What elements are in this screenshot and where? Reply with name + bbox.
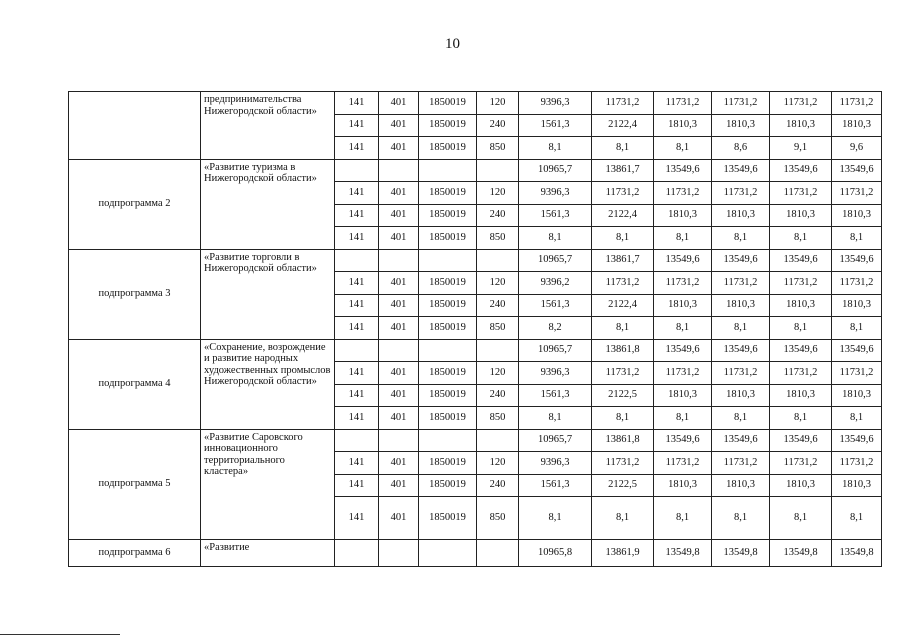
value-cell: 1810,3 — [770, 384, 832, 407]
code-cell: 401 — [379, 227, 419, 250]
value-cell: 13861,8 — [592, 429, 654, 452]
value-cell: 13549,8 — [712, 540, 770, 567]
code-cell — [335, 540, 379, 567]
code-cell — [379, 249, 419, 272]
value-cell: 8,1 — [654, 497, 712, 540]
value-cell: 8,1 — [770, 497, 832, 540]
program-cell: подпрограмма 5 — [69, 429, 201, 540]
code-cell: 1850019 — [419, 272, 477, 295]
value-cell: 11731,2 — [712, 452, 770, 475]
value-cell: 11731,2 — [654, 272, 712, 295]
code-cell: 120 — [477, 452, 519, 475]
code-cell — [477, 249, 519, 272]
value-cell: 1561,3 — [519, 114, 592, 137]
code-cell: 1850019 — [419, 384, 477, 407]
code-cell: 141 — [335, 272, 379, 295]
value-cell: 1810,3 — [654, 204, 712, 227]
value-cell: 1810,3 — [832, 294, 882, 317]
value-cell: 2122,4 — [592, 204, 654, 227]
value-cell: 8,1 — [832, 227, 882, 250]
value-cell: 13861,7 — [592, 159, 654, 182]
value-cell: 8,1 — [832, 317, 882, 340]
program-cell — [69, 92, 201, 160]
value-cell: 13549,6 — [654, 249, 712, 272]
program-name-cell: «Сохранение, возрождение и развитие народных художественных промыслов Нижегородской области» — [201, 339, 335, 429]
value-cell: 11731,2 — [832, 182, 882, 205]
code-cell: 120 — [477, 362, 519, 385]
code-cell — [335, 339, 379, 362]
value-cell: 2122,5 — [592, 384, 654, 407]
value-cell: 8,1 — [654, 317, 712, 340]
code-cell — [379, 429, 419, 452]
code-cell: 401 — [379, 452, 419, 475]
value-cell: 11731,2 — [770, 362, 832, 385]
code-cell: 240 — [477, 474, 519, 497]
value-cell: 13861,9 — [592, 540, 654, 567]
code-cell — [419, 429, 477, 452]
code-cell: 401 — [379, 474, 419, 497]
value-cell: 8,1 — [592, 137, 654, 160]
value-cell: 9,6 — [832, 137, 882, 160]
code-cell: 141 — [335, 497, 379, 540]
value-cell: 11731,2 — [712, 362, 770, 385]
code-cell: 1850019 — [419, 452, 477, 475]
code-cell — [477, 339, 519, 362]
code-cell: 120 — [477, 92, 519, 115]
code-cell: 240 — [477, 294, 519, 317]
code-cell: 401 — [379, 294, 419, 317]
value-cell: 9396,3 — [519, 92, 592, 115]
value-cell: 1561,3 — [519, 474, 592, 497]
value-cell: 13549,6 — [832, 429, 882, 452]
table-row — [69, 92, 882, 115]
table-row — [69, 339, 882, 362]
code-cell — [335, 159, 379, 182]
value-cell: 1810,3 — [770, 204, 832, 227]
code-cell: 1850019 — [419, 92, 477, 115]
value-cell: 8,1 — [712, 407, 770, 430]
code-cell: 141 — [335, 474, 379, 497]
code-cell: 401 — [379, 137, 419, 160]
value-cell: 1810,3 — [654, 384, 712, 407]
program-name-cell: «Развитие торговли в Нижегородской области» — [201, 249, 335, 339]
value-cell: 10965,7 — [519, 429, 592, 452]
value-cell: 11731,2 — [770, 92, 832, 115]
code-cell: 240 — [477, 204, 519, 227]
value-cell: 1810,3 — [712, 384, 770, 407]
program-cell: подпрограмма 4 — [69, 339, 201, 429]
value-cell: 13549,6 — [770, 429, 832, 452]
value-cell: 11731,2 — [592, 182, 654, 205]
value-cell: 13861,8 — [592, 339, 654, 362]
value-cell: 11731,2 — [592, 452, 654, 475]
code-cell — [335, 429, 379, 452]
value-cell: 1810,3 — [712, 294, 770, 317]
code-cell — [477, 540, 519, 567]
value-cell: 11731,2 — [712, 182, 770, 205]
value-cell: 13549,6 — [712, 429, 770, 452]
program-name-cell: предпринимательства Нижегородской области» — [201, 92, 335, 160]
value-cell: 11731,2 — [592, 92, 654, 115]
value-cell: 1810,3 — [712, 204, 770, 227]
value-cell: 8,1 — [712, 227, 770, 250]
value-cell: 8,1 — [712, 317, 770, 340]
value-cell: 8,1 — [654, 227, 712, 250]
value-cell: 8,1 — [592, 497, 654, 540]
table-body — [69, 92, 882, 567]
value-cell: 13549,6 — [832, 159, 882, 182]
value-cell: 13549,6 — [832, 339, 882, 362]
code-cell: 401 — [379, 497, 419, 540]
value-cell: 11731,2 — [770, 272, 832, 295]
value-cell: 13549,6 — [832, 249, 882, 272]
code-cell — [379, 159, 419, 182]
value-cell: 8,1 — [592, 317, 654, 340]
value-cell: 13861,7 — [592, 249, 654, 272]
code-cell: 141 — [335, 137, 379, 160]
value-cell: 11731,2 — [770, 452, 832, 475]
value-cell: 11731,2 — [712, 272, 770, 295]
value-cell: 8,6 — [712, 137, 770, 160]
code-cell: 401 — [379, 384, 419, 407]
code-cell — [477, 429, 519, 452]
value-cell: 8,1 — [519, 497, 592, 540]
code-cell — [419, 249, 477, 272]
table-row — [69, 249, 882, 272]
code-cell: 120 — [477, 272, 519, 295]
value-cell: 11731,2 — [832, 92, 882, 115]
value-cell: 1810,3 — [712, 114, 770, 137]
value-cell: 1561,3 — [519, 384, 592, 407]
code-cell: 401 — [379, 407, 419, 430]
value-cell: 1561,3 — [519, 204, 592, 227]
value-cell: 8,1 — [519, 407, 592, 430]
value-cell: 13549,8 — [654, 540, 712, 567]
value-cell: 1810,3 — [832, 204, 882, 227]
value-cell: 9396,2 — [519, 272, 592, 295]
value-cell: 1810,3 — [770, 294, 832, 317]
value-cell: 1810,3 — [654, 114, 712, 137]
value-cell: 13549,6 — [770, 249, 832, 272]
value-cell: 13549,6 — [654, 159, 712, 182]
code-cell — [379, 339, 419, 362]
code-cell: 1850019 — [419, 114, 477, 137]
value-cell: 8,1 — [832, 407, 882, 430]
code-cell — [419, 540, 477, 567]
value-cell: 11731,2 — [654, 182, 712, 205]
program-name-cell: «Развитие Саровского инновационного территориального кластера» — [201, 429, 335, 540]
value-cell: 10965,8 — [519, 540, 592, 567]
value-cell: 2122,4 — [592, 294, 654, 317]
code-cell: 240 — [477, 384, 519, 407]
code-cell: 850 — [477, 497, 519, 540]
value-cell: 1810,3 — [832, 474, 882, 497]
code-cell: 141 — [335, 114, 379, 137]
value-cell: 13549,8 — [770, 540, 832, 567]
value-cell: 8,1 — [832, 497, 882, 540]
code-cell: 401 — [379, 362, 419, 385]
code-cell: 401 — [379, 317, 419, 340]
table-row — [69, 540, 882, 567]
code-cell — [419, 159, 477, 182]
code-cell: 1850019 — [419, 294, 477, 317]
value-cell: 11731,2 — [654, 92, 712, 115]
value-cell: 13549,6 — [654, 429, 712, 452]
value-cell: 8,2 — [519, 317, 592, 340]
code-cell — [477, 159, 519, 182]
program-cell: подпрограмма 3 — [69, 249, 201, 339]
value-cell: 11731,2 — [654, 452, 712, 475]
value-cell: 2122,5 — [592, 474, 654, 497]
value-cell: 8,1 — [654, 137, 712, 160]
code-cell: 141 — [335, 227, 379, 250]
code-cell: 1850019 — [419, 317, 477, 340]
value-cell: 13549,6 — [712, 339, 770, 362]
program-cell: подпрограмма 6 — [69, 540, 201, 567]
code-cell: 850 — [477, 317, 519, 340]
code-cell: 1850019 — [419, 227, 477, 250]
value-cell: 9396,3 — [519, 182, 592, 205]
value-cell: 13549,8 — [832, 540, 882, 567]
value-cell: 1810,3 — [654, 474, 712, 497]
code-cell — [335, 249, 379, 272]
code-cell: 401 — [379, 114, 419, 137]
value-cell: 1810,3 — [770, 114, 832, 137]
value-cell: 9,1 — [770, 137, 832, 160]
code-cell: 1850019 — [419, 407, 477, 430]
value-cell: 13549,6 — [770, 339, 832, 362]
code-cell: 141 — [335, 204, 379, 227]
value-cell: 11731,2 — [654, 362, 712, 385]
code-cell: 401 — [379, 92, 419, 115]
value-cell: 11731,2 — [770, 182, 832, 205]
value-cell: 1810,3 — [770, 474, 832, 497]
code-cell: 120 — [477, 182, 519, 205]
code-cell: 1850019 — [419, 497, 477, 540]
page-number: 10 — [445, 36, 460, 52]
value-cell: 13549,6 — [712, 249, 770, 272]
code-cell: 240 — [477, 114, 519, 137]
value-cell: 8,1 — [592, 227, 654, 250]
code-cell: 1850019 — [419, 362, 477, 385]
program-name-cell: «Развитие туризма в Нижегородской области» — [201, 159, 335, 249]
code-cell: 401 — [379, 272, 419, 295]
bottom-rule — [0, 634, 120, 635]
code-cell: 141 — [335, 317, 379, 340]
code-cell: 1850019 — [419, 137, 477, 160]
code-cell: 401 — [379, 182, 419, 205]
value-cell: 1810,3 — [832, 384, 882, 407]
program-cell: подпрограмма 2 — [69, 159, 201, 249]
value-cell: 8,1 — [592, 407, 654, 430]
code-cell: 1850019 — [419, 182, 477, 205]
value-cell: 13549,6 — [770, 159, 832, 182]
code-cell: 141 — [335, 384, 379, 407]
table-row — [69, 429, 882, 452]
value-cell: 11731,2 — [712, 92, 770, 115]
value-cell: 9396,3 — [519, 452, 592, 475]
code-cell: 141 — [335, 92, 379, 115]
value-cell: 8,1 — [519, 137, 592, 160]
value-cell: 11731,2 — [832, 452, 882, 475]
code-cell: 850 — [477, 407, 519, 430]
code-cell: 401 — [379, 204, 419, 227]
value-cell: 1810,3 — [712, 474, 770, 497]
value-cell: 11731,2 — [832, 362, 882, 385]
budget-table — [68, 91, 882, 567]
code-cell — [419, 339, 477, 362]
value-cell: 1810,3 — [832, 114, 882, 137]
value-cell: 1810,3 — [654, 294, 712, 317]
code-cell: 850 — [477, 137, 519, 160]
code-cell: 141 — [335, 294, 379, 317]
value-cell: 8,1 — [770, 407, 832, 430]
value-cell: 11731,2 — [832, 272, 882, 295]
value-cell: 10965,7 — [519, 249, 592, 272]
value-cell: 8,1 — [519, 227, 592, 250]
program-name-cell: «Развитие — [201, 540, 335, 567]
value-cell: 9396,3 — [519, 362, 592, 385]
value-cell: 11731,2 — [592, 272, 654, 295]
code-cell: 141 — [335, 407, 379, 430]
value-cell: 2122,4 — [592, 114, 654, 137]
value-cell: 8,1 — [654, 407, 712, 430]
code-cell: 141 — [335, 452, 379, 475]
value-cell: 8,1 — [770, 317, 832, 340]
code-cell — [379, 540, 419, 567]
code-cell: 141 — [335, 182, 379, 205]
value-cell: 10965,7 — [519, 159, 592, 182]
code-cell: 1850019 — [419, 204, 477, 227]
value-cell: 8,1 — [770, 227, 832, 250]
code-cell: 1850019 — [419, 474, 477, 497]
value-cell: 10965,7 — [519, 339, 592, 362]
code-cell: 850 — [477, 227, 519, 250]
value-cell: 1561,3 — [519, 294, 592, 317]
value-cell: 11731,2 — [592, 362, 654, 385]
value-cell: 8,1 — [712, 497, 770, 540]
table-row — [69, 159, 882, 182]
value-cell: 13549,6 — [712, 159, 770, 182]
code-cell: 141 — [335, 362, 379, 385]
value-cell: 13549,6 — [654, 339, 712, 362]
